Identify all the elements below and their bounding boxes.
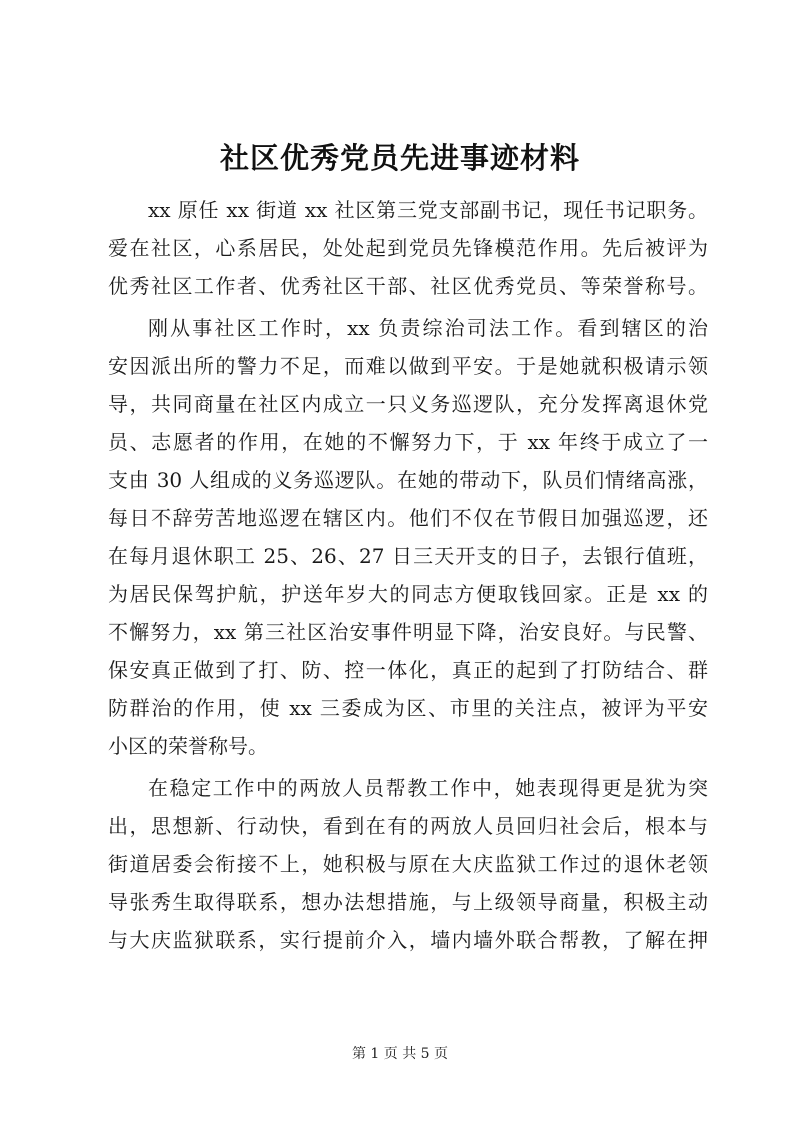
text-line: 在稳定工作中的两放人员帮教工作中，她表现得更是犹为突 [148,776,708,800]
text-line: 街道居委会衔接不上，她积极与原在大庆监狱工作过的退休老领 [108,852,708,876]
text-line: 导，共同商量在社区内成立一只义务巡逻队，充分发挥离退休党 [108,392,708,416]
text-line: 防群治的作用，使 xx 三委成为区、市里的关注点，被评为平安 [108,696,708,720]
text-line: 为居民保驾护航，护送年岁大的同志方便取钱回家。正是 xx 的 [108,582,708,606]
text-line: 员、志愿者的作用，在她的不懈努力下，于 xx 年终于成立了一 [108,430,708,454]
text-line: 在每月退休职工 25、26、27 日三天开支的日子，去银行值班， [108,544,708,568]
text-line: 优秀社区工作者、优秀社区干部、社区优秀党员、等荣誉称号。 [108,274,708,298]
text-line: 支由 30 人组成的义务巡逻队。在她的带动下，队员们情绪高涨， [108,468,708,492]
text-line: 刚从事社区工作时，xx 负责综治司法工作。看到辖区的治 [148,316,708,340]
page-number: 第 1 页 共 5 页 [351,1046,449,1062]
text-line: 与大庆监狱联系，实行提前介入，墙内墙外联合帮教，了解在押 [108,928,708,952]
text-line: 安因派出所的警力不足，而难以做到平安。于是她就积极请示领 [108,354,708,378]
text-line: 爱在社区，心系居民，处处起到党员先锋模范作用。先后被评为 [108,236,708,260]
text-line: 出，思想新、行动快，看到在有的两放人员回归社会后，根本与 [108,814,708,838]
text-line: 保安真正做到了打、防、控一体化，真正的起到了打防结合、群 [108,658,708,682]
document-title: 社区优秀党员先进事迹材料 [219,141,580,175]
text-line: 不懈努力，xx 第三社区治安事件明显下降，治安良好。与民警、 [108,620,708,644]
text-line: xx 原任 xx 街道 xx 社区第三党支部副书记，现任书记职务。 [148,198,708,222]
text-line: 小区的荣誉称号。 [108,734,268,758]
text-line: 导张秀生取得联系，想办法想措施，与上级领导商量，积极主动 [108,890,708,914]
text-line: 每日不辞劳苦地巡逻在辖区内。他们不仅在节假日加强巡逻，还 [108,506,708,530]
